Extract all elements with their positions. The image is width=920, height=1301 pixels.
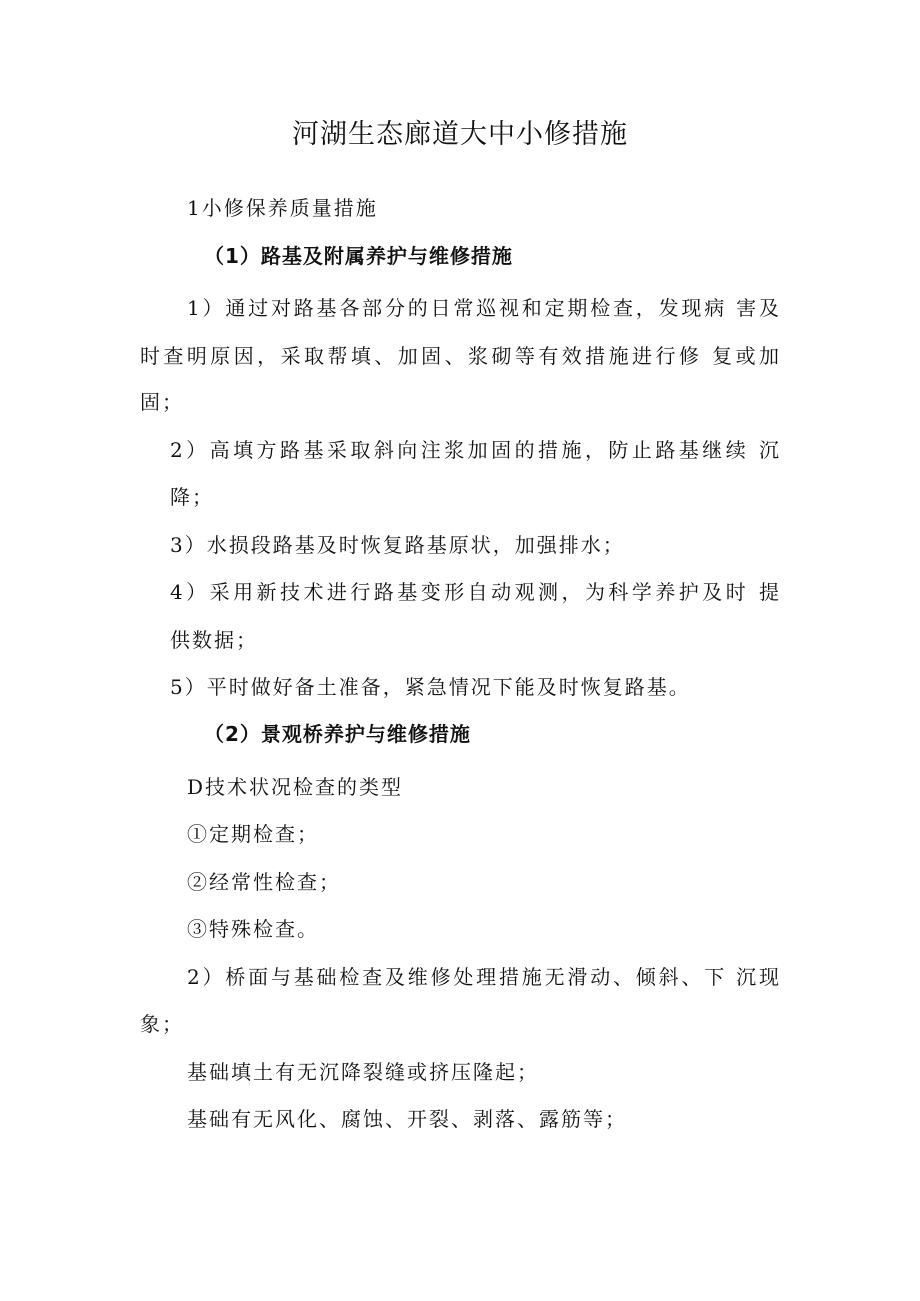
paragraph-4-line-2: 供数据； bbox=[170, 628, 258, 652]
inspection-type-2: ②经常性检查； bbox=[187, 870, 341, 894]
paragraph-6-line-2: 象； bbox=[140, 1012, 184, 1036]
subsection-heading-1: （1）路基及附属养护与维修措施 bbox=[204, 244, 513, 268]
paragraph-7-line-1: 基础填土有无沉降裂缝或挤压隆起； bbox=[187, 1060, 539, 1084]
paragraph-8-line-1: 基础有无风化、腐蚀、开裂、剥落、露筋等； bbox=[187, 1107, 627, 1131]
section-heading-1: 1小修保养质量措施 bbox=[187, 196, 378, 220]
paragraph-1-line-3: 固； bbox=[140, 390, 184, 414]
document-title: 河湖生态廊道大中小修措施 bbox=[292, 119, 628, 150]
paragraph-1-line-1: 1）通过对路基各部分的日常巡视和定期检查，发现病 害及 bbox=[187, 296, 781, 320]
paragraph-5-line-1: 5）平时做好备土准备，紧急情况下能及时恢复路基。 bbox=[170, 675, 691, 699]
paragraph-2-line-1: 2）高填方路基采取斜向注浆加固的措施，防止路基继续 沉 bbox=[170, 438, 781, 462]
subsection-heading-2: （2）景观桥养护与维修措施 bbox=[204, 722, 471, 746]
paragraph-4-line-1: 4）采用新技术进行路基变形自动观测，为科学养护及时 提 bbox=[170, 580, 781, 604]
paragraph-2-line-2: 降； bbox=[170, 485, 214, 509]
paragraph-6-line-1: 2）桥面与基础检查及维修处理措施无滑动、倾斜、下 沉现 bbox=[187, 965, 781, 989]
paragraph-3-line-1: 3）水损段路基及时恢复路基原状，加强排水； bbox=[170, 533, 625, 557]
inspection-type-3: ③特殊检查。 bbox=[187, 917, 319, 941]
paragraph-1-line-2: 时查明原因，采取帮填、加固、浆砌等有效措施进行修 复或加 bbox=[140, 344, 781, 368]
inspection-types-heading: D技术状况检查的类型 bbox=[187, 775, 404, 799]
inspection-type-1: ①定期检查； bbox=[187, 822, 319, 846]
